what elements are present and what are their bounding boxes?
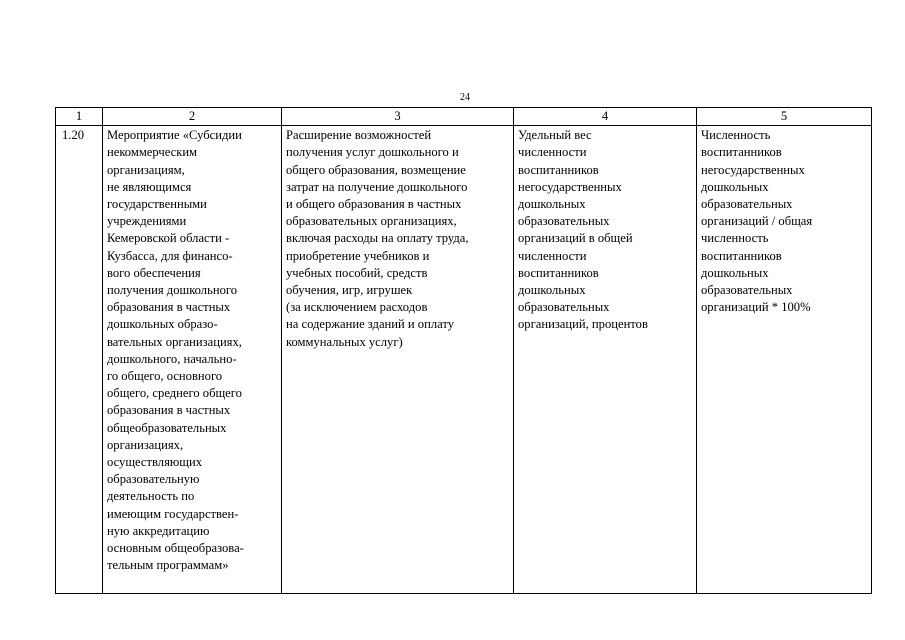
program-table <box>55 107 872 594</box>
column-header-5: 5 <box>697 108 872 126</box>
column-header-4: 4 <box>514 108 697 126</box>
table-body <box>56 126 872 594</box>
table-header <box>56 108 872 126</box>
column-header-1: 1 <box>56 108 103 126</box>
formula-cell: Численность воспитанников негосударственных дошкольных образовательных организаций / общая численность воспитанников дошкольных образовательных организаций * 100% <box>697 126 872 594</box>
column-header-2: 2 <box>103 108 282 126</box>
header-row <box>56 108 872 126</box>
indicator-cell: Удельный вес численности воспитанников негосударственных дошкольных образовательных организаций в общей численности воспитанников дошкольных образовательных организаций, процентов <box>514 126 697 594</box>
event-cell: Мероприятие «Субсидии некоммерческим организациям, не являющимся государственными учреждениями Кемеровской области - Кузбасса, для финансо- вого обеспечения получения дошкольного образования в частных дошкольных образо- вательных организациях, дошкольного, начально- го общего, основного общего, среднего общего образования в частных общеобразовательных организациях, осуществляющих образовательную деятельность по имеющим государствен- ную аккредитацию основным общеобразова- тельным программам» <box>103 126 282 594</box>
row-number-cell: 1.20 <box>56 126 103 594</box>
column-header-3: 3 <box>282 108 514 126</box>
page-number: 24 <box>460 92 470 103</box>
goal-cell: Расширение возможностей получения услуг дошкольного и общего образования, возмещение затрат на получение дошкольного и общего образования в частных образовательных организациях, включая расходы на оплату труда, приобретение учебников и учебных пособий, средств обучения, игр, игрушек (за исключением расходов на содержание зданий и оплату коммунальных услуг) <box>282 126 514 594</box>
table-row <box>56 126 872 594</box>
